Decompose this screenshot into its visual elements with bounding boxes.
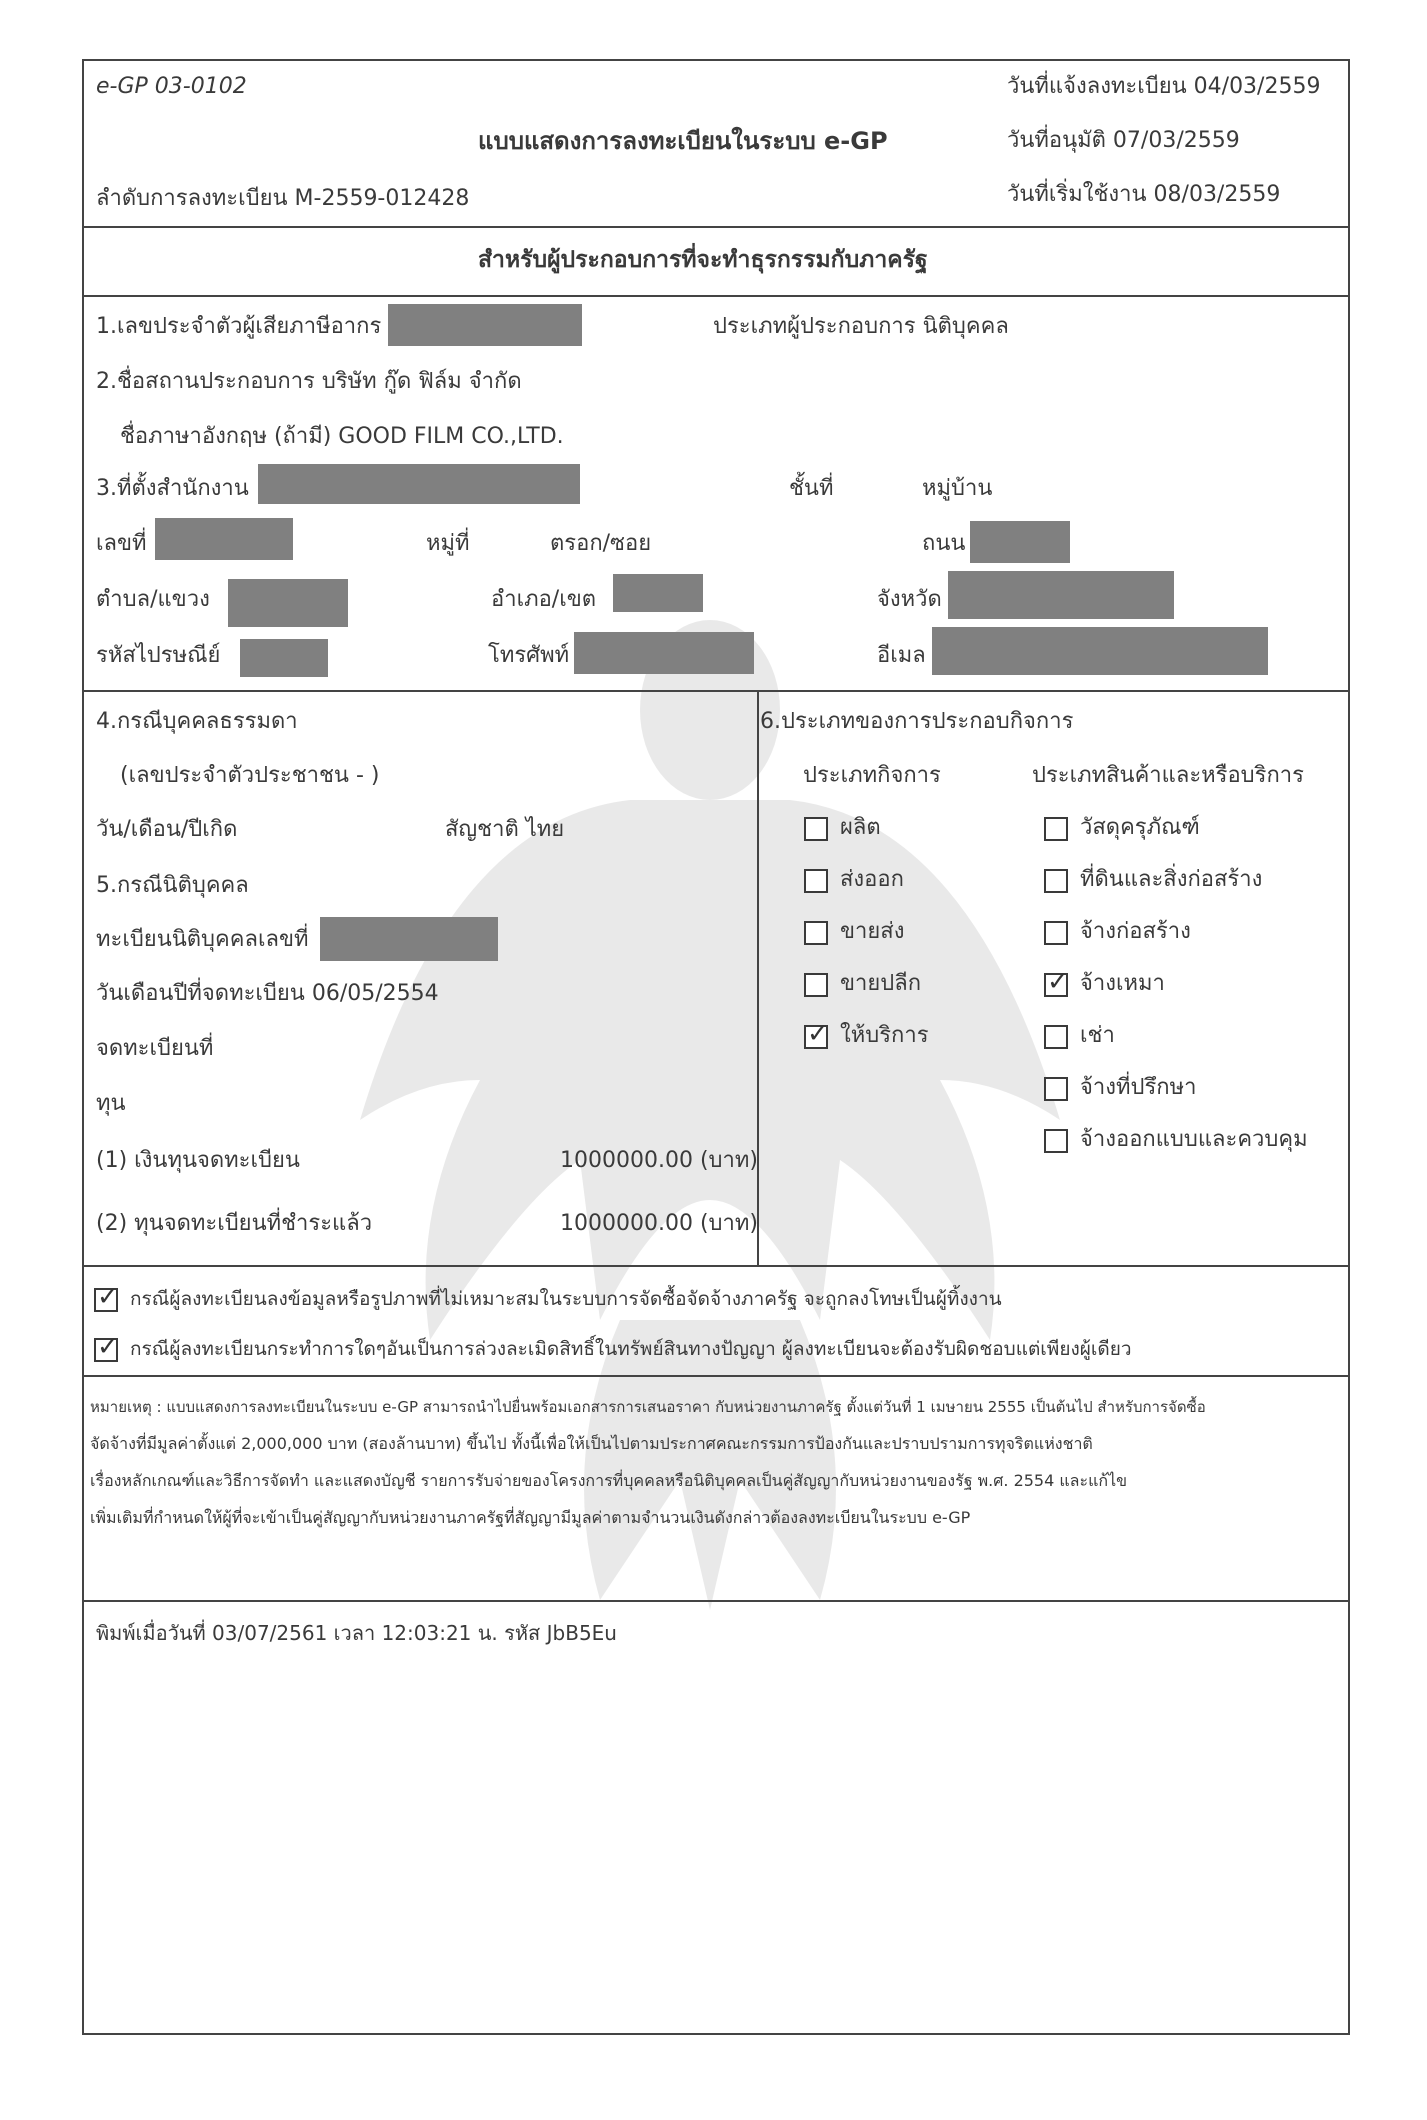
capital-label: ทุน — [96, 1091, 126, 1116]
business-title: 6.ประเภทของการประกอบกิจการ — [760, 709, 1074, 734]
business-type-item-checkbox[interactable] — [804, 869, 828, 893]
remark-line: เพิ่มเติมที่กำหนดให้ผู้ที่จะเข้าเป็นคู่สัญญากับหน่วยงานภาครัฐที่สัญญามีมูลค่าตามจำนวนเงินดังกล่าวต้องลงทะเบียนในระบบ e-GP — [90, 1508, 971, 1527]
office-label: 3.ที่ตั้งสำนักงาน — [96, 476, 249, 501]
province-label: จังหวัด — [877, 587, 942, 612]
product-type-item-label: วัสดุครุภัณฑ์ — [1080, 815, 1200, 840]
phone-label: โทรศัพท์ — [488, 643, 570, 668]
checkmark-icon: ✓ — [1047, 967, 1069, 997]
nationality: สัญชาติ ไทย — [445, 817, 565, 842]
redacted-postcode — [240, 639, 328, 677]
checkmark-icon: ✓ — [807, 1019, 829, 1049]
product-type-item-checkbox[interactable] — [1044, 1025, 1068, 1049]
business-type-item-label: ให้บริการ — [840, 1023, 929, 1048]
divider — [82, 690, 1350, 692]
product-type-item-label: เช่า — [1080, 1023, 1115, 1048]
redacted-number — [155, 518, 293, 560]
capital-2-label: (2) ทุนจดทะเบียนที่ชำระแล้ว — [96, 1211, 373, 1236]
business-type-item-checkbox[interactable] — [804, 817, 828, 841]
consent-item-checkbox[interactable] — [94, 1282, 119, 1312]
registration-date: วันเดือนปีที่จดทะเบียน 06/05/2554 — [96, 981, 439, 1006]
page-title: แบบแสดงการลงทะเบียนในระบบ e-GP — [478, 127, 888, 155]
business-col1-title: ประเภทกิจการ — [803, 763, 941, 788]
business-type-item-label: ผลิต — [840, 815, 881, 840]
column-divider — [757, 690, 759, 1265]
business-type-item-checkbox[interactable] — [804, 1019, 829, 1049]
person-title: 4.กรณีบุคคลธรรมดา — [96, 709, 298, 734]
product-type-item-checkbox[interactable] — [1044, 817, 1068, 841]
capital-1-value: 1000000.00 (บาท) — [560, 1148, 758, 1173]
postcode-label: รหัสไปรษณีย์ — [96, 643, 221, 668]
business-type-item-checkbox[interactable] — [804, 921, 828, 945]
form-code: e-GP 03-0102 — [96, 74, 247, 99]
divider — [82, 1600, 1350, 1602]
registration-number: ลำดับการลงทะเบียน M-2559-012428 — [96, 186, 470, 211]
printed-timestamp: พิมพ์เมื่อวันที่ 03/07/2561 เวลา 12:03:21 น. รหัส JbB5Eu — [96, 1621, 617, 1645]
product-type-item-checkbox[interactable] — [1044, 869, 1068, 893]
number-label: เลขที่ — [96, 531, 147, 556]
notify-date: วันที่แจ้งลงทะเบียน 04/03/2559 — [1007, 74, 1321, 99]
product-type-item-label: ที่ดินและสิ่งก่อสร้าง — [1080, 867, 1263, 892]
tax-id-label: 1.เลขประจำตัวผู้เสียภาษีอากร — [96, 314, 382, 339]
redacted-subdistrict — [228, 579, 348, 627]
product-type-item-checkbox[interactable] — [1044, 921, 1068, 945]
redacted-road — [970, 521, 1070, 563]
floor-label: ชั้นที่ — [789, 476, 834, 501]
product-type-item-checkbox[interactable] — [1044, 1077, 1068, 1101]
remark-line: จัดจ้างที่มีมูลค่าตั้งแต่ 2,000,000 บาท (สองล้านบาท) ขึ้นไป ทั้งนี้เพื่อให้เป็นไปตามประกาศคณะกรรมการป้องกันและปราบปรามการทุจริตแห่งชาติ — [90, 1434, 1093, 1453]
redacted-email — [932, 627, 1268, 675]
checkmark-icon: ✓ — [97, 1332, 119, 1362]
redacted-district — [613, 574, 703, 612]
product-type-item-checkbox[interactable] — [1044, 967, 1069, 997]
checkmark-icon: ✓ — [97, 1282, 119, 1312]
remark-line: เรื่องหลักเกณฑ์และวิธีการจัดทำ และแสดงบัญชี รายการรับจ่ายของโครงการที่บุคคลหรือนิติบุคคลเป็นคู่สัญญากับหน่วยงานของรัฐ พ.ศ. 2554 และแก้ไข — [90, 1471, 1128, 1490]
consent-item-checkbox[interactable] — [94, 1332, 119, 1362]
consent-item-label: กรณีผู้ลงทะเบียนกระทำการใดๆอันเป็นการล่วงละเมิดสิทธิ์ในทรัพย์สินทางปัญญา ผู้ลงทะเบียนจะต้องรับผิดชอบแต่เพียงผู้เดียว — [130, 1338, 1132, 1360]
capital-1-label: (1) เงินทุนจดทะเบียน — [96, 1148, 300, 1173]
divider — [82, 1265, 1350, 1267]
section-title: สำหรับผู้ประกอบการที่จะทำธุรกรรมกับภาครัฐ — [478, 247, 928, 273]
divider — [82, 1375, 1350, 1377]
citizen-id: (เลขประจำตัวประชาชน - ) — [120, 763, 380, 788]
redacted-tax-id — [388, 304, 582, 346]
juristic-no-label: ทะเบียนนิติบุคคลเลขที่ — [96, 927, 309, 952]
remark-line: หมายเหตุ : แบบแสดงการลงทะเบียนในระบบ e-GP สามารถนำไปยื่นพร้อมเอกสารการเสนอราคา กับหน่วยงานภาครัฐ ตั้งแต่วันที่ 1 เมษายน 2555 เป็นต้นไป สำหรับการจัดซื้อ — [90, 1398, 1206, 1416]
product-type-item-label: จ้างเหมา — [1080, 971, 1165, 996]
company-name-en: ชื่อภาษาอังกฤษ (ถ้ามี) GOOD FILM CO.,LTD. — [120, 424, 564, 449]
soi-label: ตรอก/ซอย — [550, 531, 652, 556]
company-name: 2.ชื่อสถานประกอบการ บริษัท กู๊ด ฟิล์ม จำกัด — [96, 369, 522, 394]
road-label: ถนน — [922, 531, 966, 556]
business-type-item-label: ส่งออก — [840, 867, 904, 892]
start-date: วันที่เริ่มใช้งาน 08/03/2559 — [1007, 182, 1281, 207]
business-type-item-label: ขายปลีก — [840, 971, 922, 996]
divider — [82, 226, 1350, 228]
consent-item-label: กรณีผู้ลงทะเบียนลงข้อมูลหรือรูปภาพที่ไม่เหมาะสมในระบบการจัดซื้อจัดจ้างภาครัฐ จะถูกลงโทษเป็นผู้ทิ้งงาน — [130, 1288, 1002, 1310]
email-label: อีเมล — [877, 643, 926, 668]
redacted-office — [258, 464, 580, 504]
product-type-item-label: จ้างที่ปรึกษา — [1080, 1075, 1197, 1100]
outer-frame — [82, 59, 1350, 2035]
business-type-item-label: ขายส่ง — [840, 919, 905, 944]
capital-2-value: 1000000.00 (บาท) — [560, 1211, 758, 1236]
product-type-item-checkbox[interactable] — [1044, 1129, 1068, 1153]
subdistrict-label: ตำบล/แขวง — [96, 587, 210, 612]
village-label: หมู่บ้าน — [922, 476, 993, 501]
operator-type: ประเภทผู้ประกอบการ นิติบุคคล — [713, 314, 1009, 339]
registered-at: จดทะเบียนที่ — [96, 1036, 214, 1061]
redacted-phone — [574, 632, 754, 674]
business-type-item-checkbox[interactable] — [804, 973, 828, 997]
juristic-title: 5.กรณีนิติบุคคล — [96, 873, 249, 898]
product-type-item-label: จ้างออกแบบและควบคุม — [1080, 1127, 1308, 1152]
redacted-province — [948, 571, 1174, 619]
redacted-juristic-no — [320, 917, 498, 961]
district-label: อำเภอ/เขต — [491, 587, 597, 612]
approve-date: วันที่อนุมัติ 07/03/2559 — [1007, 128, 1240, 153]
business-col2-title: ประเภทสินค้าและหรือบริการ — [1032, 763, 1304, 788]
divider — [82, 295, 1350, 297]
birth-label: วัน/เดือน/ปีเกิด — [96, 817, 238, 842]
product-type-item-label: จ้างก่อสร้าง — [1080, 919, 1191, 944]
moo-label: หมู่ที่ — [426, 531, 470, 556]
